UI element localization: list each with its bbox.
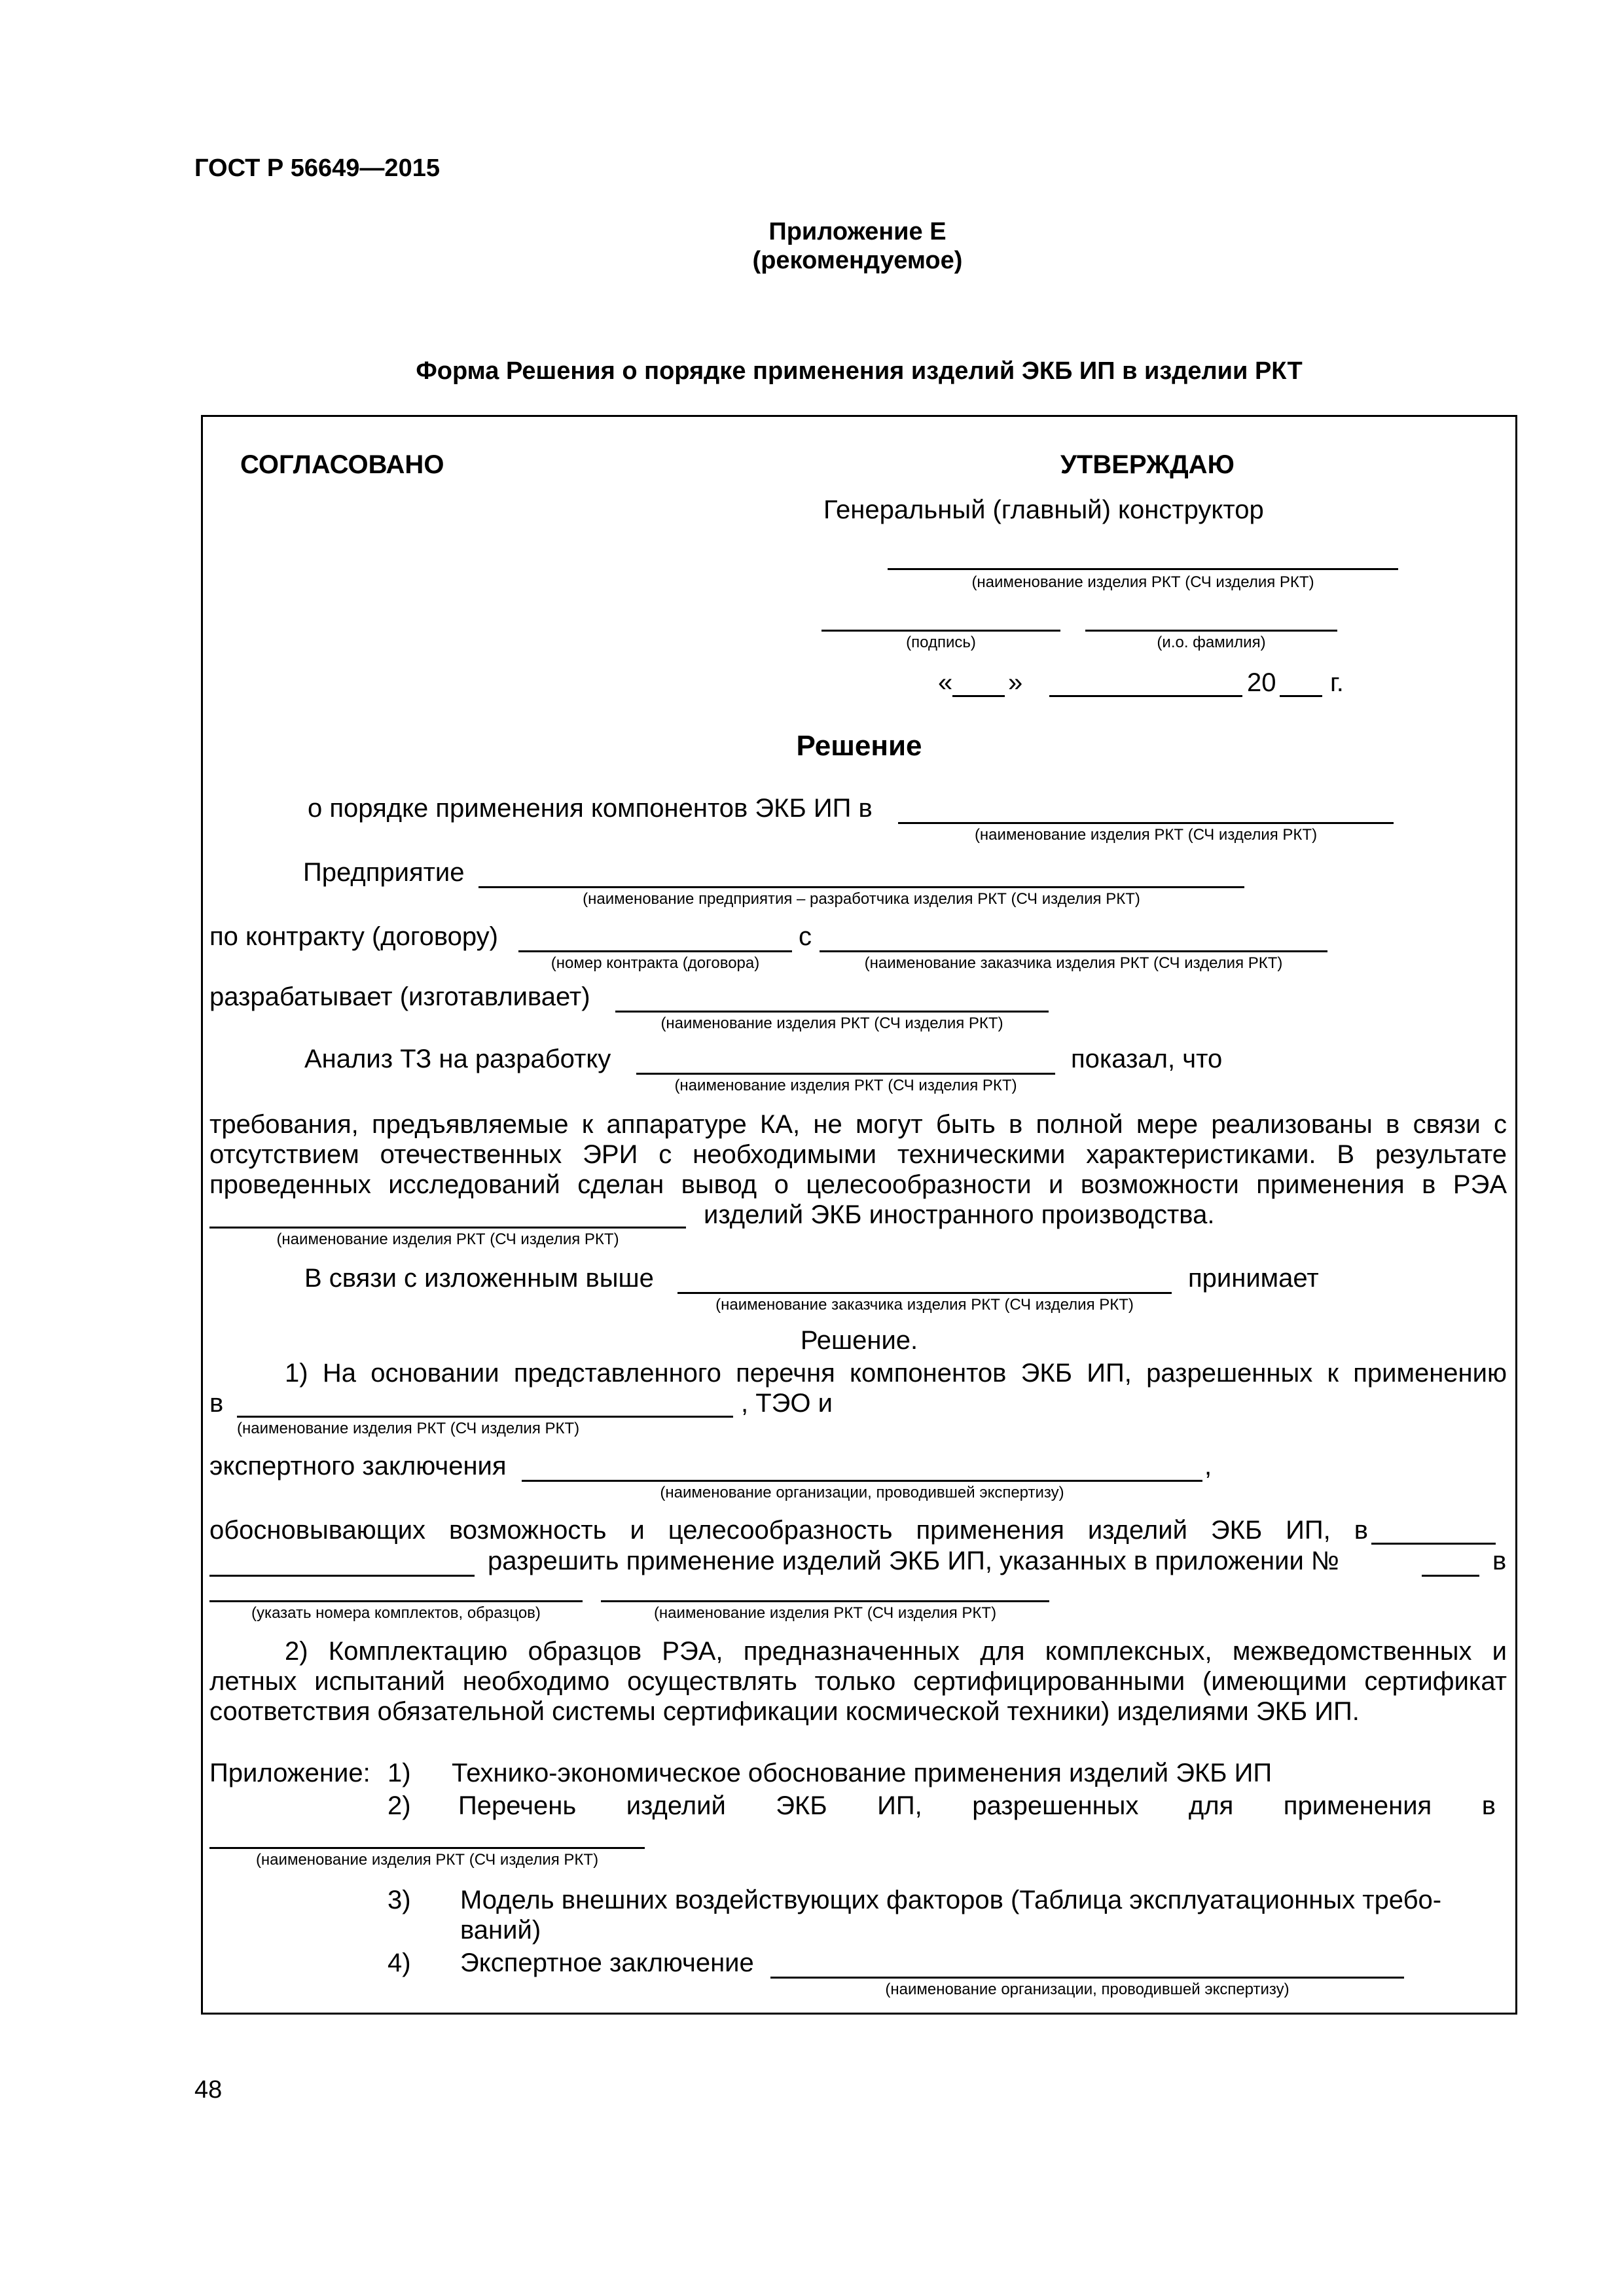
analysis-item-line[interactable]: [636, 1073, 1055, 1075]
attachment-3-number: 3): [388, 1886, 411, 1914]
item-2-line-2: летных испытаний необходимо осуществлять только сертифицированными (имеющими сертификат: [209, 1667, 1507, 1696]
signature-line[interactable]: [821, 630, 1060, 632]
enterprise-line[interactable]: [478, 886, 1244, 888]
accepts-label: принимает: [1188, 1264, 1319, 1293]
attachment-1-number: 1): [388, 1759, 411, 1787]
enterprise-label: Предприятие: [303, 858, 465, 887]
subject-item-caption: (наименование изделия РКТ (СЧ изделия РКТ): [974, 826, 1318, 844]
sets-caption: (указать номера комплектов, образцов): [251, 1604, 541, 1622]
analysis-item-caption: (наименование изделия РКТ (СЧ изделия РКТ): [674, 1077, 1017, 1094]
item-1-item-caption: (наименование изделия РКТ (СЧ изделия РКТ): [237, 1420, 580, 1437]
paragraph-1-line-2: отсутствием отечественных ЭРИ с необходимыми техническими характеристиками. В результате: [209, 1140, 1507, 1169]
attachment-3-text-line-2: ваний): [460, 1916, 541, 1945]
justify-in: в: [1492, 1547, 1507, 1575]
approve-label: УТВЕРЖДАЮ: [1060, 450, 1235, 479]
date-day-line[interactable]: [952, 695, 1005, 697]
justify-line-2: разрешить применение изделий ЭКБ ИП, указанных в приложении №: [488, 1547, 1339, 1575]
decision-subject: о порядке применения компонентов ЭКБ ИП в: [308, 794, 873, 823]
paragraph-1-line-3: проведенных исследований сделан вывод о целесообразности и возможности применения в РЭА: [209, 1170, 1507, 1199]
contract-number-line[interactable]: [518, 950, 792, 952]
develops-item-line[interactable]: [615, 1011, 1049, 1013]
attachment-2-item-caption: (наименование изделия РКТ (СЧ изделия РКТ): [255, 1851, 599, 1869]
expert-label: экспертного заключения: [209, 1452, 507, 1480]
page-number: 48: [194, 2076, 223, 2104]
full-name-caption: (и.о. фамилия): [1157, 634, 1266, 651]
customer-line[interactable]: [820, 950, 1327, 952]
sets-line[interactable]: [209, 1600, 583, 1602]
appendix-status: (рекомендуемое): [752, 247, 963, 274]
paragraph-1-line-4: изделий ЭКБ иностранного производства.: [704, 1200, 1215, 1229]
decision-title: Решение: [796, 730, 922, 762]
item-1-teo: , ТЭО и: [741, 1389, 833, 1418]
attachment-4-org-line[interactable]: [770, 1977, 1404, 1979]
justify-item-line-b[interactable]: [209, 1575, 475, 1577]
chief-designer-position: Генеральный (главный) конструктор: [823, 495, 1264, 524]
appendix-label: Приложение Е: [768, 218, 947, 245]
contract-label: по контракту (договору): [209, 922, 498, 951]
date-year-line[interactable]: [1280, 695, 1322, 697]
justify-item-line-a[interactable]: [1371, 1543, 1496, 1545]
rea-item-line[interactable]: [209, 1227, 686, 1229]
customer-caption: (наименование заказчика изделия РКТ (СЧ изделия РКТ): [864, 954, 1283, 972]
full-name-line[interactable]: [1085, 630, 1337, 632]
attachment-2-text: Перечень изделий ЭКБ ИП, разрешенных для применения в: [458, 1791, 1496, 1820]
sets-item-line[interactable]: [601, 1600, 1049, 1602]
attachment-3-text-line-1: Модель внешних воздействующих факторов (Таблица эксплуатационных требо-: [460, 1886, 1442, 1914]
date-close-quote: »: [1008, 668, 1023, 697]
date-month-line[interactable]: [1049, 695, 1242, 697]
develops-label: разрабатывает (изготавливает): [209, 982, 590, 1011]
in-view-label: В связи с изложенным выше: [304, 1264, 654, 1293]
develops-item-caption: (наименование изделия РКТ (СЧ изделия РКТ): [660, 1014, 1003, 1032]
date-year-prefix: 20: [1247, 668, 1276, 697]
signature-caption: (подпись): [906, 634, 976, 651]
item-1-in: в: [209, 1389, 224, 1418]
showed-label: показал, что: [1071, 1045, 1223, 1073]
expert-comma: ,: [1204, 1452, 1212, 1480]
paragraph-1-line-1: требования, предъявляемые к аппаратуре КА, не могут быть в полной мере реализованы в связи с: [209, 1110, 1507, 1139]
contract-number-caption: (номер контракта (договора): [550, 954, 760, 972]
with-label: с: [799, 922, 812, 951]
attachment-2-item-line[interactable]: [209, 1847, 645, 1849]
expert-org-caption: (наименование организации, проводившей экспертизу): [660, 1484, 1064, 1501]
attachment-1-text: Технико-экономическое обоснование применения изделий ЭКБ ИП: [452, 1759, 1272, 1787]
document-code: ГОСТ Р 56649—2015: [194, 154, 440, 182]
accepting-customer-caption: (наименование заказчика изделия РКТ (СЧ изделия РКТ): [715, 1296, 1134, 1314]
attachment-4-org-caption: (наименование организации, проводившей экспертизу): [885, 1981, 1290, 1998]
item-1-item-line[interactable]: [237, 1416, 733, 1418]
decision-word: Решение.: [800, 1326, 918, 1355]
enterprise-caption: (наименование предприятия – разработчика изделия РКТ (СЧ изделия РКТ): [583, 890, 1140, 908]
attachment-4-text: Экспертное заключение: [460, 1948, 754, 1977]
attachments-label: Приложение:: [209, 1759, 370, 1787]
form-title: Форма Решения о порядке применения изделий ЭКБ ИП в изделии РКТ: [416, 357, 1303, 385]
attachment-2-number: 2): [388, 1791, 411, 1820]
expert-org-line[interactable]: [522, 1480, 1202, 1482]
item-1-line-1: 1) На основании представленного перечня компонентов ЭКБ ИП, разрешенных к применению: [285, 1359, 1507, 1388]
accepting-customer-line[interactable]: [677, 1292, 1172, 1294]
item-name-caption: (наименование изделия РКТ (СЧ изделия РКТ): [971, 573, 1314, 591]
rea-item-caption: (наименование изделия РКТ (СЧ изделия РКТ): [276, 1230, 619, 1248]
sets-item-caption: (наименование изделия РКТ (СЧ изделия РКТ): [653, 1604, 997, 1622]
analysis-label: Анализ ТЗ на разработку: [304, 1045, 611, 1073]
subject-item-line[interactable]: [898, 822, 1394, 824]
item-name-line[interactable]: [888, 568, 1398, 570]
item-2-line-3: соответствия обязательной системы сертификации космической техники) изделиями ЭКБ ИП.: [209, 1697, 1360, 1726]
agreed-label: СОГЛАСОВАНО: [240, 450, 444, 479]
date-year-suffix: г.: [1330, 668, 1344, 697]
appendix-number-line[interactable]: [1422, 1575, 1479, 1577]
attachment-4-number: 4): [388, 1948, 411, 1977]
item-2-line-1: 2) Комплектацию образцов РЭА, предназначенных для комплексных, межведомственных и: [285, 1637, 1507, 1666]
justify-line-1: обосновывающих возможность и целесообразность применения изделий ЭКБ ИП, в: [209, 1516, 1368, 1545]
date-open-quote: «: [938, 668, 953, 697]
